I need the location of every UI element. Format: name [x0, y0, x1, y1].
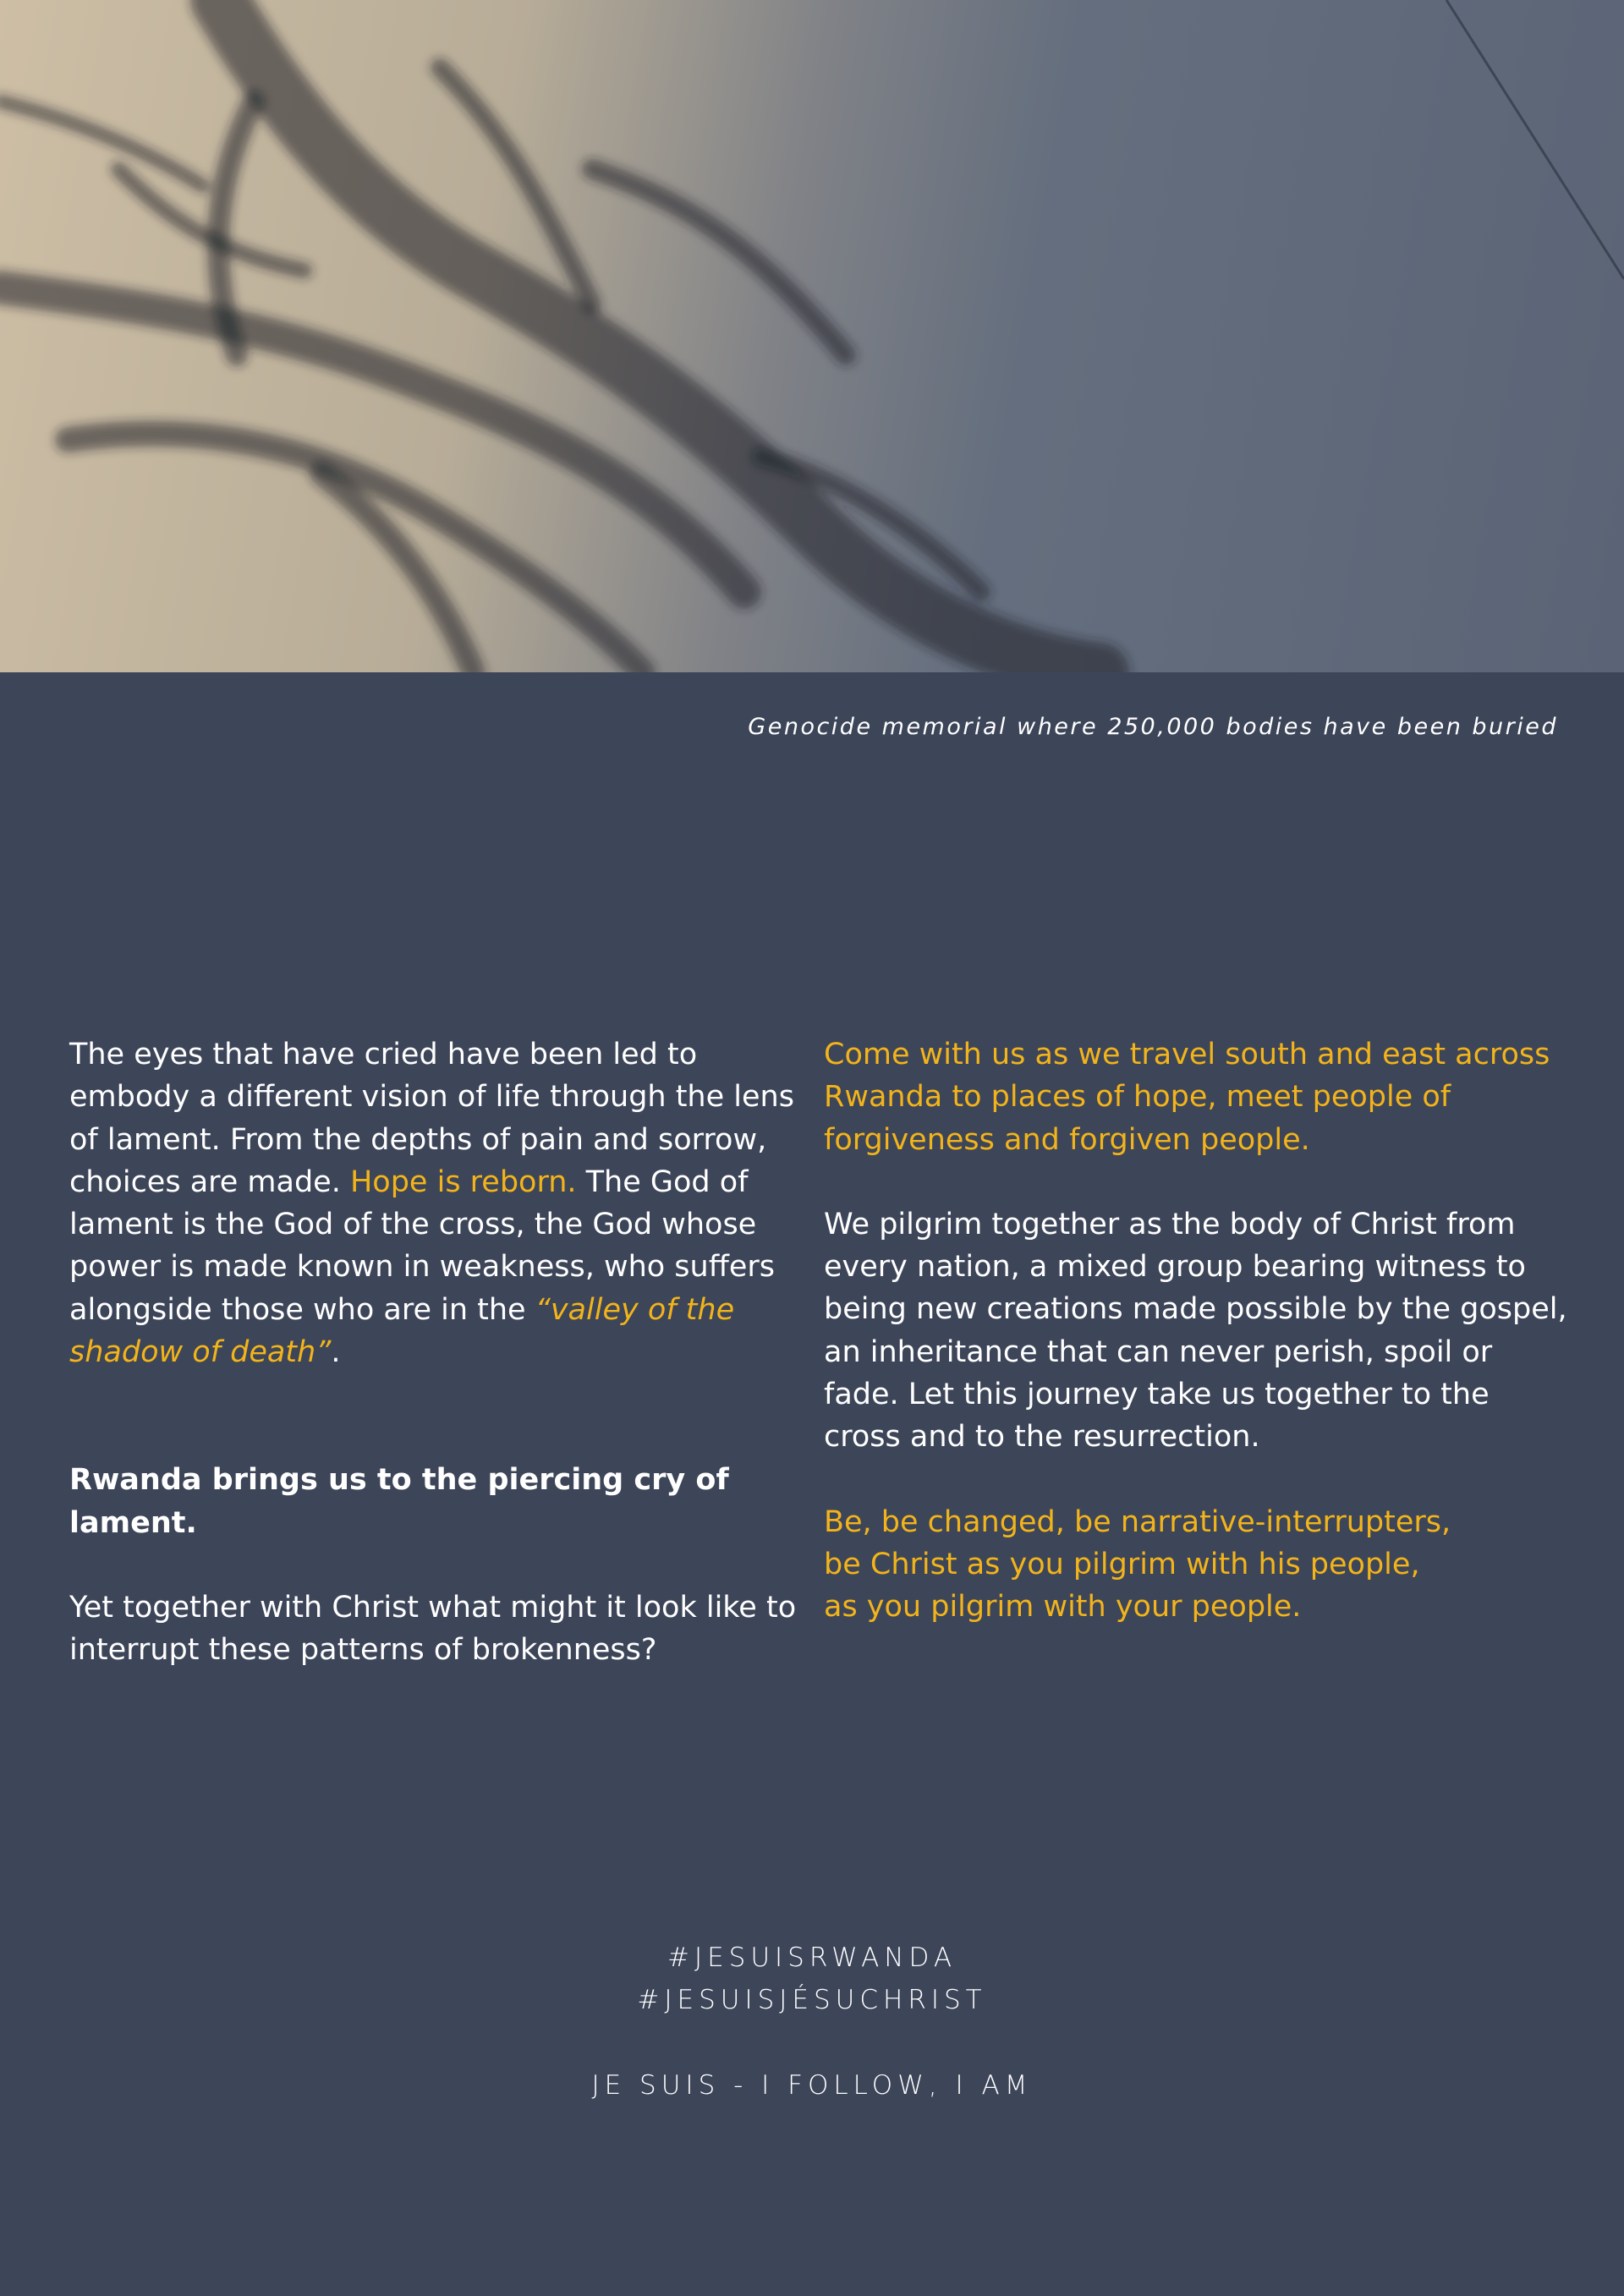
scripture-quote: “valley of the shadow of death” — [69, 1292, 735, 1370]
shadow-on-gravel-photo-icon — [0, 0, 1624, 672]
hashtag-jesus: #JESUISJÉSUCHRIST — [637, 1985, 987, 2016]
intro-text-a: The eyes that have cried have been led to embody a different vision of life through the lens of lament. From the depths of pain and sorrow, choices are made. — [69, 1038, 794, 1199]
intro-paragraph — [69, 1033, 814, 1373]
photo-caption: Genocide memorial where 250,000 bodies have been buried — [748, 714, 1558, 740]
hero-photo — [0, 0, 1624, 672]
call-line-3: as you pilgrim with your people. — [824, 1590, 1302, 1625]
invitation-paragraph: Come with us as we travel south and east across Rwanda to places of hope, meet people of forgiveness and forgiven people. — [824, 1038, 1550, 1157]
motto: JE SUIS - I FOLLOW, I AM — [591, 2069, 1033, 2101]
call-line-2: be Christ as you pilgrim with his people, — [824, 1547, 1420, 1581]
hashtag-rwanda: #JESUISRWANDA — [667, 1943, 957, 1973]
call-line-1: Be, be changed, be narrative-interrupters, — [824, 1504, 1451, 1539]
lament-statement: Rwanda brings us to the piercing cry of lament. — [69, 1463, 729, 1540]
question-paragraph: Yet together with Christ what might it look like to interrupt these patterns of brokenness? — [69, 1590, 797, 1668]
pilgrim-paragraph: We pilgrim together as the body of Christ from every nation, a mixed group bearing witness to being new creations made possible by the gospel, an inheritance that can never perish, spoil or fade. Let this journey take us together to the cross and to the resurrection. — [824, 1207, 1567, 1455]
hope-highlight: Hope is reborn. — [349, 1164, 577, 1199]
right-column — [824, 1033, 1568, 1629]
left-column — [69, 1033, 814, 1672]
call-paragraph — [824, 1501, 1568, 1629]
intro-text-b: The God of lament is the God of the cross, the God whose power is made known in weakness, who suffers alongside those who are in the — [69, 1164, 775, 1327]
footer-tags — [0, 1937, 1624, 2107]
intro-end: . — [331, 1335, 341, 1370]
